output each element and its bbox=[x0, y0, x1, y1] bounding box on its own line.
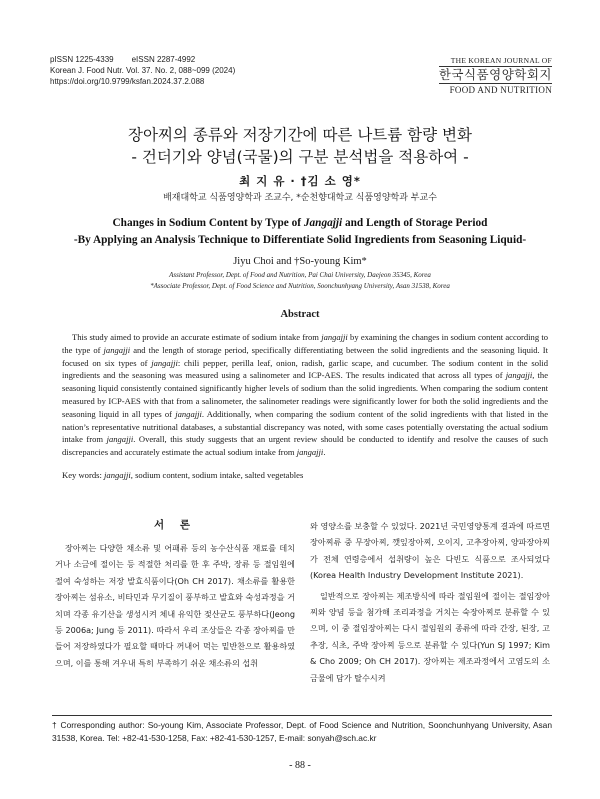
english-authors: Jiyu Choi and †So-young Kim* bbox=[233, 256, 367, 267]
journal-citation: Korean J. Food Nutr. Vol. 37. No. 2, 088~099 (2024) bbox=[50, 66, 236, 75]
english-affiliation-2: *Associate Professor, Dept. of Food Science and Nutrition, Soonchunhyang University, Asan 31538, Korea bbox=[150, 282, 450, 290]
page-number: - 88 - bbox=[289, 760, 311, 771]
section-heading-introduction: 서 론 bbox=[154, 519, 196, 531]
eissn: eISSN 2287-4992 bbox=[131, 55, 196, 64]
corresponding-author-note: † Corresponding author: So-young Kim, Associate Professor, Dept. of Food Science and Nutrition, Soonchunhyang University, Asan 31538, Korea. Tel: +82-41-530-1258, Fax: +82-41-530-1257, E-mail: sonyah@sch.ac.kr bbox=[52, 715, 552, 745]
body-paragraph-continued: 와 영양소를 보충할 수 있었다. 2021년 국민영양통계 결과에 따르면 장아찌류 중 무장아찌, 깻잎장아찌, 오이지, 고추장아찌, 양파장아찌가 전체 연령층에서 섭취량이 높은 다빈도 식품으로 조사되었다(Korea Health Industry Development Institute 2021). bbox=[310, 521, 550, 581]
journal-logo-line1: THE KOREAN JOURNAL OF bbox=[439, 56, 552, 67]
abstract-heading: Abstract bbox=[280, 309, 320, 320]
abstract-text: This study aimed to provide an accurate estimate of sodium intake from jangajji by examining the changes in sodium content according to the type of jangajji and the length of storage period, specifically differentiating between the solid ingredients and the seasoning liquid. It focused on six types of jangajji: chili pepper, perilla leaf, onion, radish, garlic scape, and cucumber. The sodium content in the solid ingredients and the seasoning was measured using a salinometer and ICP-AES. The results indicated that across all types of jangajji, the seasoning liquid consistently contained significantly higher levels of sodium than the solid ingredients. When comparing the sodium content measured by ICP-AES with that from a salinometer, the salinometer readings were significantly lower for both the solid ingredients and the seasoning liquid in all types of jangajji. Additionally, when comparing the sodium content of the solid ingredients with that listed in the nation’s representative nutritional databases, a substantial discrepancy was noted, with some cases potentially overstating the actual sodium intake from jangajji. Overall, this study suggests that an urgent review should be conducted to identify and resolve the causes of such discrepancies and accurately estimate the actual sodium intake from jangajji. bbox=[62, 332, 549, 458]
doi-link[interactable]: https://doi.org/10.9799/ksfan.2024.37.2.088 bbox=[50, 77, 205, 86]
pissn: pISSN 1225-4339 bbox=[50, 55, 114, 64]
body-paragraph: 일반적으로 장아찌는 제조방식에 따라 절임원에 절이는 절임장아찌와 양념 등을 첨가해 조리과정을 거치는 숙장아찌로 분류할 수 있으며, 이 중 절임장아찌는 다시 절임원의 종류에 따라 간장, 된장, 고추장, 식초, 주박 장아찌 등으로 분류할 수 있다(Yun SJ 1997; Kim & Cho 2009; Oh CH 2017). 장아찌는 제조과정에서 고염도의 소금물에 담가 탈수시켜 bbox=[310, 590, 550, 683]
keywords: Key words: jangajji, sodium content, sodium intake, salted vegetables bbox=[62, 470, 304, 480]
english-affiliation-1: Assistant Professor, Dept. of Food and Nutrition, Pai Chai University, Daejeon 35345, Korea bbox=[169, 271, 431, 279]
korean-subtitle: - 건더기와 양념(국물)의 구분 분석법을 적용하여 - bbox=[131, 148, 469, 166]
body-right-column bbox=[310, 518, 550, 686]
citation-block bbox=[50, 54, 235, 87]
korean-authors: 최 지 유 · †김 소 영* bbox=[239, 174, 361, 188]
issn-line bbox=[50, 54, 235, 65]
english-subtitle: -By Applying an Analysis Technique to Differentiate Solid Ingredients from Seasoning Liquid- bbox=[73, 234, 527, 246]
korean-affiliation: 배재대학교 식품영양학과 조교수, *순천향대학교 식품영양학과 부교수 bbox=[163, 193, 437, 203]
journal-logo bbox=[439, 56, 552, 95]
journal-logo-line3: FOOD AND NUTRITION bbox=[439, 83, 552, 95]
journal-logo-line2: 한국식품영양학회지 bbox=[438, 67, 552, 82]
body-left-column bbox=[55, 518, 295, 671]
body-paragraph: 장아찌는 다양한 채소류 및 어패류 등의 농수산식품 재료를 데치거나 소금에 절이는 등 적절한 처리를 한 후 주박, 장류 등 절임원에 절여 숙성하는 저장 발효식품이다(Oh CH 2017). 채소류를 활용한 장아찌는 섬유소, 비타민과 무기질이 풍부하고 발효와 숙성과정을 거치며 각종 유기산을 생성시켜 체내 유익한 젖산균도 풍부하다(Jeong 등 2006a; Jung 등 2011). 따라서 우리 조상들은 각종 장아찌를 만들어 저장하였다가 필요할 때마다 꺼내어 먹는 밑반찬으로 활용하였으며, 이를 통해 겨우내 특히 부족하기 쉬운 채소류의 섭취 bbox=[55, 543, 295, 668]
english-title: Changes in Sodium Content by Type of Jangajji and Length of Storage Period bbox=[112, 217, 488, 229]
korean-title: 장아찌의 종류와 저장기간에 따른 나트륨 함량 변화 bbox=[128, 126, 472, 144]
